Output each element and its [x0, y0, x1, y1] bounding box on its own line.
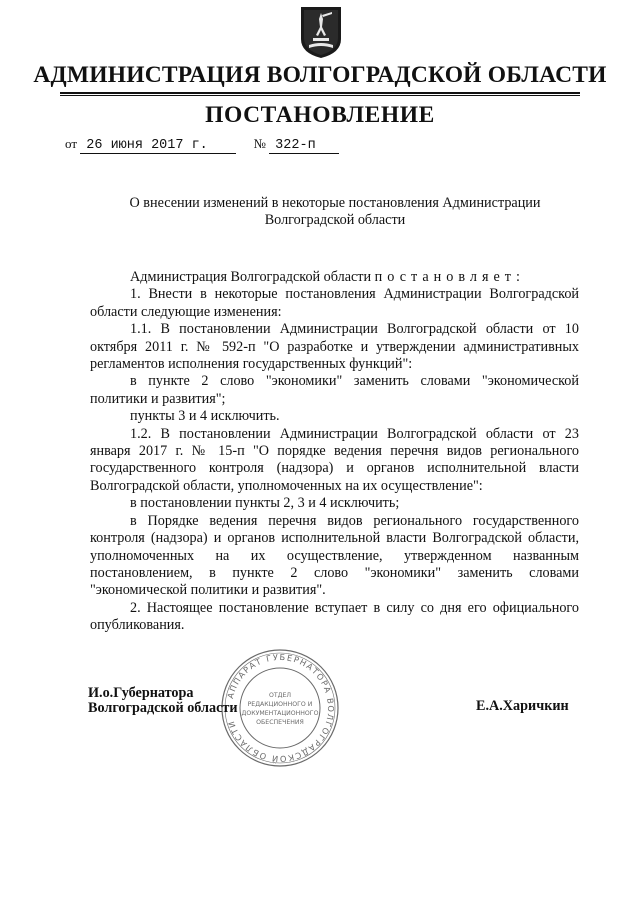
coat-of-arms-emblem [299, 5, 343, 60]
seal-center-line-4: ОБЕСПЕЧЕНИЯ [256, 719, 304, 726]
document-body [90, 269, 579, 635]
document-subject [80, 195, 590, 229]
document-meta [65, 136, 339, 154]
signatory-title-line-2: Волгоградской области [88, 700, 238, 716]
paragraph-1-2: 1.2. В постановлении Администрации Волгоградской области от 23 января 2017 г. № 15-п "О порядке ведения перечня видов регионального государственного контроля (надзора) и органов исполнительной власти Волгоградской области, уполномоченных на их осуществление": [90, 425, 579, 494]
seal-center-line-3: ДОКУМЕНТАЦИОННОГО [241, 710, 319, 717]
number-label: № [253, 136, 266, 151]
document-type: ПОСТАНОВЛЕНИЕ [205, 102, 435, 128]
signatory-title [88, 686, 238, 716]
header-rule [60, 92, 580, 94]
intro-spaced: постановляет: [374, 269, 525, 285]
paragraph-1: 1. Внести в некоторые постановления Администрации Волгоградской области следующие изменения: [90, 286, 579, 320]
intro-paragraph [90, 269, 579, 286]
subject-line-1: О внесении изменений в некоторые постановления Администрации [129, 195, 541, 211]
paragraph-1-1-b: пункты 3 и 4 исключить. [130, 408, 280, 425]
document-date: 26 июня 2017 г. [80, 138, 236, 154]
document-number: 322-п [269, 138, 339, 154]
paragraph-1-1: 1.1. В постановлении Администрации Волгоградской области от 10 октября 2011 г. № 592-п "О разработке и утверждении административных регламентов исполнения государственных функций": [90, 321, 579, 373]
paragraph-1-1-a: в пункте 2 слово "экономики" заменить словами "экономической политики и развития"; [90, 373, 579, 407]
seal-center-line-2: РЕДАКЦИОННОГО И [247, 701, 313, 708]
header-rule-thin [60, 95, 580, 96]
paragraph-1-2-b: в Порядке ведения перечня видов регионального государственного контроля (надзора) и органов исполнительной власти Волгоградской области, уполномоченных на их осуществление, утвержденном названным постановлением, в пункте 2 слово "экономики" заменить словами "экономической политики и развития". [90, 512, 579, 599]
signatory-name: Е.А.Харичкин [476, 698, 569, 714]
paragraph-2: 2. Настоящее постановление вступает в силу со дня его официального опубликования. [90, 599, 579, 634]
seal-outer-text: АППАРАТ ГУБЕРНАТОРА ВОЛГОГРАДСКОЙ ОБЛАСТИ [224, 651, 337, 765]
seal-center-line-1: ОТДЕЛ [268, 692, 292, 699]
subject-line-2: Волгоградской области [264, 212, 406, 228]
from-label: от [65, 136, 78, 151]
organization-title: АДМИНИСТРАЦИЯ ВОЛГОГРАДСКОЙ ОБЛАСТИ [33, 62, 607, 88]
signatory-title-line-1: И.о.Губернатора [88, 685, 194, 701]
intro-prefix: Администрация Волгоградской области [130, 269, 375, 285]
paragraph-1-2-a: в постановлении пункты 2, 3 и 4 исключить; [130, 495, 400, 512]
